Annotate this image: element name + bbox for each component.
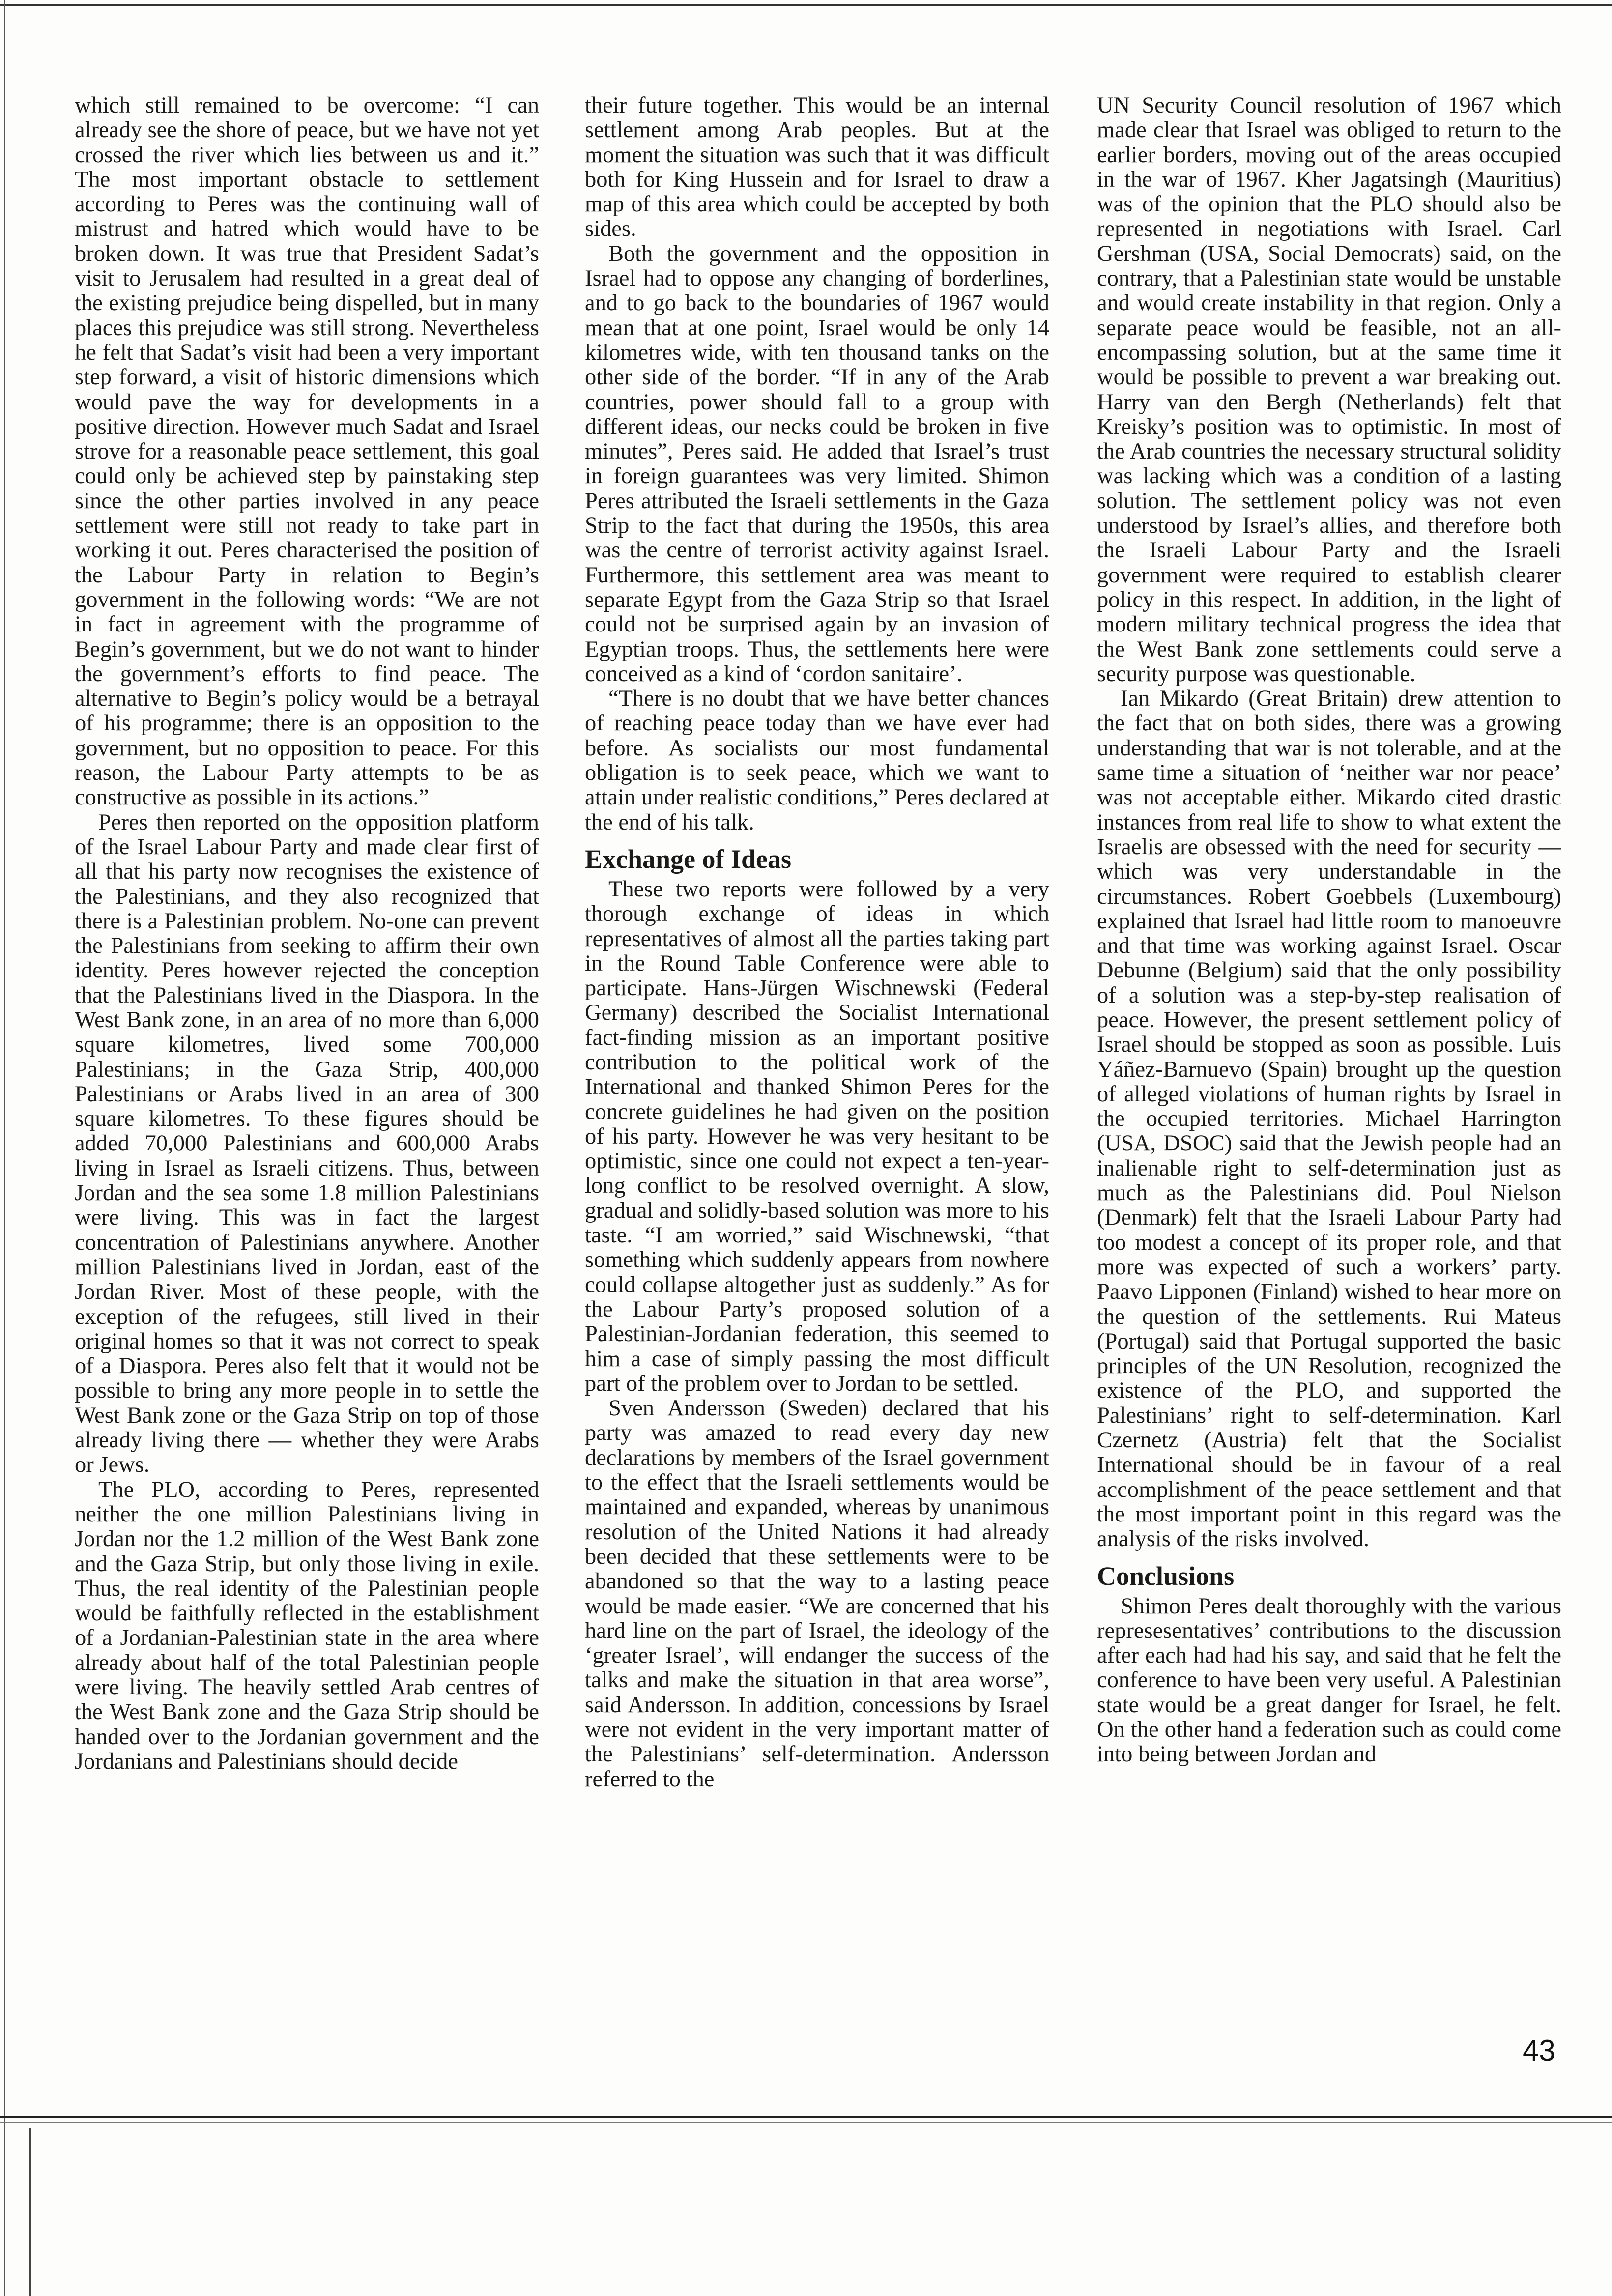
left-page-edge	[4, 0, 5, 2296]
section-heading-exchange-of-ideas: Exchange of Ideas	[585, 844, 792, 874]
section-heading-conclusions: Conclusions	[1097, 1561, 1235, 1591]
footer-page-edge	[29, 2128, 31, 2296]
col2-paragraph-4: These two reports were followed by a very thorough exchange of ideas in which representatives of almost all the parties taking part in the Round Table Conference were able to participate. Hans-Jürgen Wischnewski (Federal Germany) described the Socialist International fact-finding mission as an important positive contribution to the political work of the International and thanked Shimon Peres for the concrete guidelines he had given on the position of his party. However he was very hesitant to be optimistic, since one could not expect a ten-year-long conflict to be resolved overnight. A slow, gradual and solidly-based solution was more to his taste. “I am worried,” said Wischnewski, “that something which suddenly appears from nowhere could collapse altogether just as suddenly.” As for the Labour Party’s proposed solution of a Palestinian-Jordanian federation, this seemed to him a case of simply passing the most difficult part of the problem over to Jordan to be settled.	[585, 876, 1049, 1396]
column-2	[585, 93, 1049, 2054]
bottom-rule-thin	[0, 2122, 1612, 2123]
col3-paragraph-2: Ian Mikardo (Great Britain) drew attention to the fact that on both sides, there was a growing understanding that war is not tolerable, and at the same time a situation of ‘neither war nor peace’ was not acceptable either. Mikardo cited drastic instances from real life to show to what extent the Israelis are obsessed with the need for security — which was very understandable in the circumstances. Robert Goebbels (Luxembourg) explained that Israel had little room to manoeuvre and that time was working against Israel. Oscar Debunne (Belgium) said that the only possibility of a solution was a step-by-step realisation of peace. However, the present settlement policy of Israel should be stopped as soon as possible. Luis Yáñez-Barnuevo (Spain) brought up the question of alleged violations of human rights by Israel in the occupied territories. Michael Harrington (USA, DSOC) said that the Jewish people had an inalienable right to self-determination just as much as the Palestinians did. Poul Nielson (Denmark) felt that the Israeli Labour Party had too modest a concept of its proper role, and that more was expected of such a workers’ party. Paavo Lipponen (Finland) wished to hear more on the question of the settlements. Rui Mateus (Portugal) said that Portugal supported the basic principles of the UN Resolution, recognized the existence of the PLO, and supported the Palestinians’ right to self-determination. Karl Czernetz (Austria) felt that the Socialist International should be in favour of a real accomplishment of the peace settlement and that the most important point in this regard was the analysis of the risks involved.	[1097, 686, 1561, 1552]
column-3	[1097, 93, 1561, 2054]
col3-paragraph-3: Shimon Peres dealt thoroughly with the various represesentatives’ contributions to the discussion after each had had his say, and said that he felt the conference to have been very useful. A Palestinian state would be a great danger for Israel, he felt. On the other hand a federation such as could come into being between Jordan and	[1097, 1593, 1561, 1767]
column-1	[75, 93, 539, 2054]
col2-paragraph-3: “There is no doubt that we have better chances of reaching peace today than we have ever had before. As socialists our most fundamental obligation is to seek peace, which we want to attain under realistic conditions,” Peres declared at the end of his talk.	[585, 686, 1049, 835]
col1-paragraph-1: which still remained to be overcome: “I can already see the shore of peace, but we have not yet crossed the river which lies between us and it.” The most important obstacle to settlement according to Peres was the continuing wall of mistrust and hatred which would have to be broken down. It was true that President Sadat’s visit to Jerusalem had resulted in a great deal of the existing prejudice being dispelled, but in many places this prejudice was still strong. Nevertheless he felt that Sadat’s visit had been a very important step forward, a visit of historic dimensions which would pave the way for developments in a positive direction. However much Sadat and Israel strove for a reasonable peace settlement, this goal could only be achieved step by painstaking step since the other parties involved in any peace settlement were still not ready to take part in working it out. Peres characterised the position of the Labour Party in relation to Begin’s government in the following words: “We are not in fact in agreement with the programme of Begin’s government, but we do not want to hinder the government’s efforts to find peace. The alternative to Begin’s policy would be a betrayal of his programme; there is an opposition to the government, but no opposition to peace. For this reason, the Labour Party attempts to be as constructive as possible in its actions.”	[75, 93, 539, 810]
col1-paragraph-3: The PLO, according to Peres, represented neither the one million Palestinians living in Jordan nor the 1.2 million of the West Bank zone and the Gaza Strip, but only those living in exile. Thus, the real identity of the Palestinian people would be faithfully reflected in the establishment of a Jordanian-Palestinian state in the area where already about half of the total Palestinian people were living. The heavily settled Arab centres of the West Bank zone and the Gaza Strip should be handed over to the Jordanian government and the Jordanians and Palestinians should decide	[75, 1477, 539, 1774]
col2-paragraph-2: Both the government and the opposition in Israel had to oppose any changing of borderlines, and to go back to the boundaries of 1967 would mean that at one point, Israel would be only 14 kilometres wide, with ten thousand tanks on the other side of the border. “If in any of the Arab countries, power should fall to a group with different ideas, our necks could be broken in five minutes”, Peres said. He added that Israel’s trust in foreign guarantees was very limited. Shimon Peres attributed the Israeli settlements in the Gaza Strip to the fact that during the 1950s, this area was the centre of terrorist activity against Israel. Furthermore, this settlement area was meant to separate Egypt from the Gaza Strip so that Israel could not be surprised again by an invasion of Egyptian troops. Thus, the settlements here were conceived as a kind of ‘cordon sanitaire’.	[585, 241, 1049, 687]
top-rule	[0, 4, 1612, 6]
col2-paragraph-1: their future together. This would be an internal settlement among Arab peoples. But at the moment the situation was such that it was difficult both for King Hussein and for Israel to draw a map of this area which could be accepted by both sides.	[585, 93, 1049, 242]
page-number: 43	[1523, 2034, 1555, 2067]
bottom-rule	[0, 2116, 1612, 2118]
col2-paragraph-5: Sven Andersson (Sweden) declared that his party was amazed to read every day new declarations by members of the Israel government to the effect that the Israeli settlements would be maintained and expanded, whereas by unanimous resolution of the United Nations it had already been decided that these settlements were to be abandoned so that the way to a lasting peace would be made easier. “We are concerned that his hard line on the part of Israel, the ideology of the ‘greater Israel’, will endanger the success of the talks and make the situation in that area worse”, said Andersson. In addition, concessions by Israel were not evident in the very important matter of the Palestinians’ self-determination. Andersson referred to the	[585, 1396, 1049, 1792]
col3-paragraph-1: UN Security Council resolution of 1967 which made clear that Israel was obliged to return to the earlier borders, moving out of the areas occupied in the war of 1967. Kher Jagatsingh (Mauritius) was of the opinion that the PLO should also be represented in negotiations with Israel. Carl Gershman (USA, Social Democrats) said, on the contrary, that a Palestinian state would be unstable and would create instability in that region. Only a separate peace would be feasible, not an all-encompassing solution, but at the same time it would be possible to prevent a war breaking out. Harry van den Bergh (Netherlands) felt that Kreisky’s position was to optimistic. In most of the Arab countries the necessary structural solidity was lacking which was a condition of a lasting solution. The settlement policy was not even understood by Israel’s allies, and therefore both the Israeli Labour Party and the Israeli government were required to establish clearer policy in this respect. In addition, in the light of modern military technical progress the idea that the West Bank zone settlements could serve a security purpose was questionable.	[1097, 93, 1561, 687]
col1-paragraph-2: Peres then reported on the opposition platform of the Israel Labour Party and made clear first of all that his party now recognises the existence of the Palestinians, and they also recognized that there is a Palestinian problem. No-one can prevent the Palestinians from seeking to affirm their own identity. Peres however rejected the conception that the Palestinians lived in the Diaspora. In the West Bank zone, in an area of no more than 6,000 square kilometres, lived some 700,000 Palestinians; in the Gaza Strip, 400,000 Palestinians or Arabs lived in an area of 300 square kilometres. To these figures should be added 70,000 Palestinians and 600,000 Arabs living in Israel as Israeli citizens. Thus, between Jordan and the sea some 1.8 million Palestinians were living. This was in fact the largest concentration of Palestinians anywhere. Another million Palestinians lived in Jordan, east of the Jordan River. Most of these people, with the exception of the refugees, still lived in their original homes so that it was not correct to speak of a Diaspora. Peres also felt that it would not be possible to bring any more people in to settle the West Bank zone or the Gaza Strip on top of those already living there — whether they were Arabs or Jews.	[75, 809, 539, 1478]
